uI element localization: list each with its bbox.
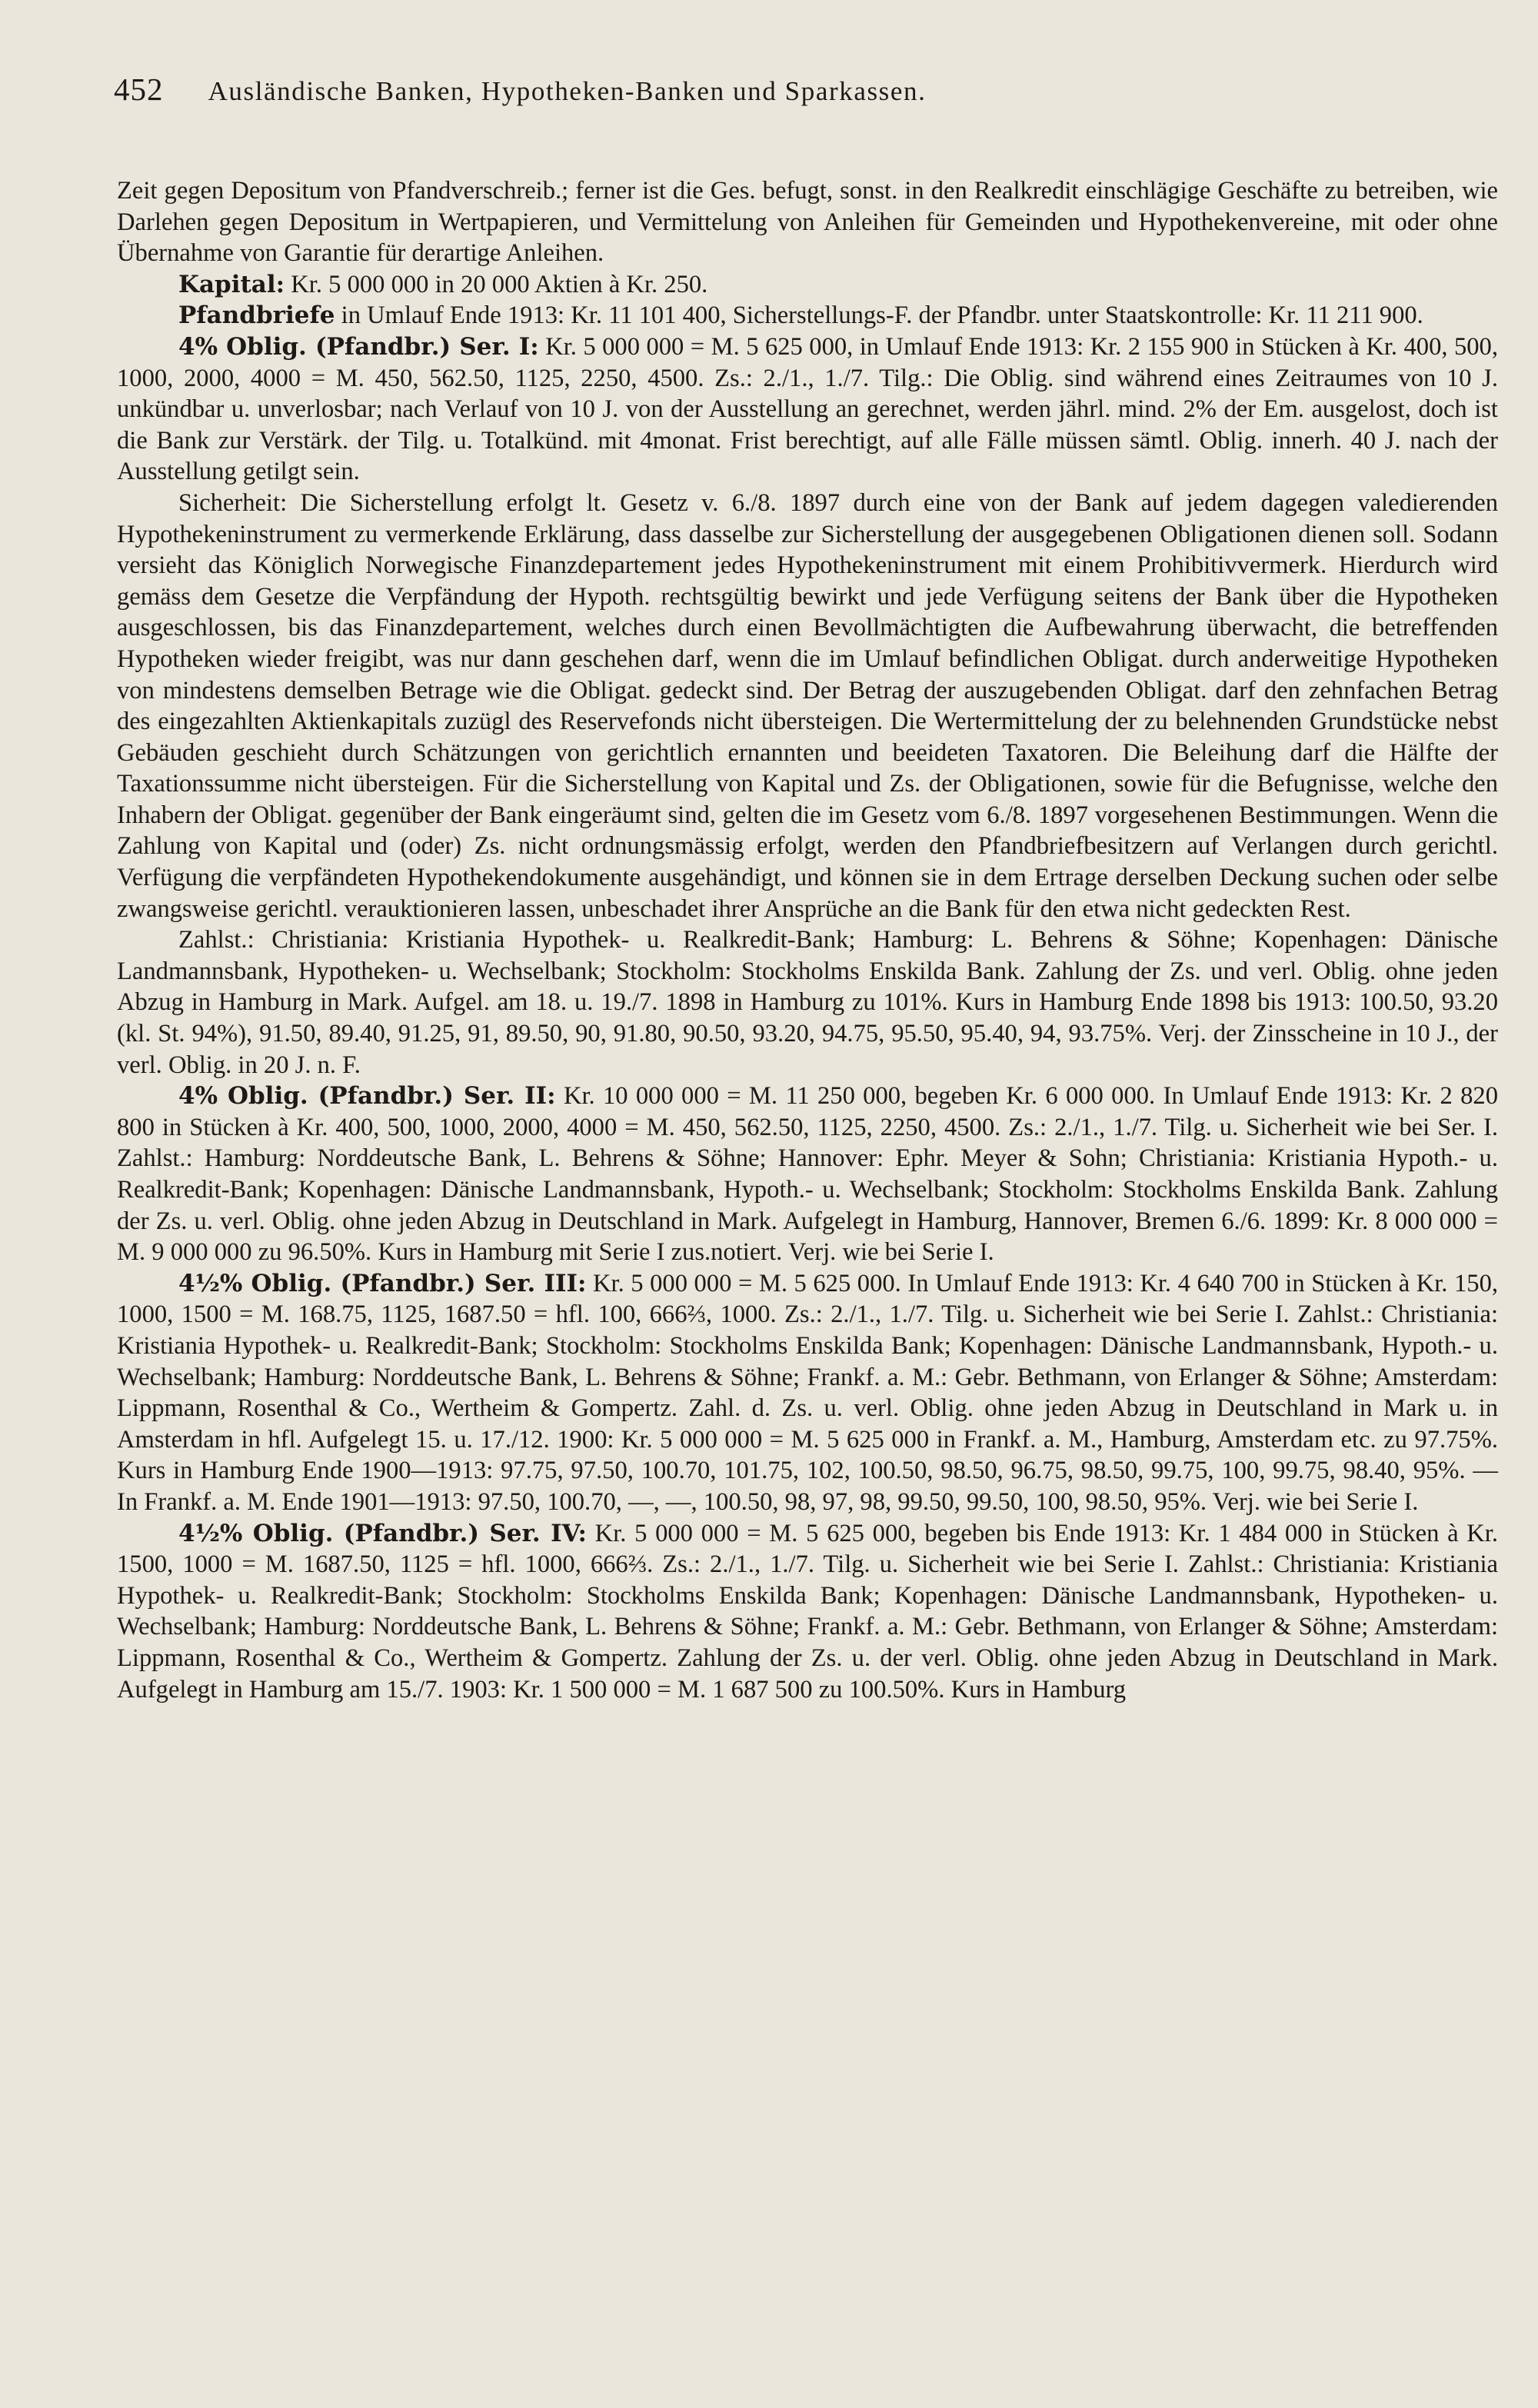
paragraph-text: Kr. 5 000 000 = M. 5 625 000, in Umlauf Ende 1913: Kr. 2 155 900 in Stücken à Kr. 400, 500, 1000, 2000, 4000 = M. 450, 562.50, 1125, 2250, 4500. Zs.: 2./1., 1./7. Tilg.: Die Oblig. sind während eines Zeitraumes von 10 J. unkündbar u. unverlosbar; nach Verlauf von 10 J. von der Ausstellung an gerechnet, werden jährl. mind. 2% der Em. ausgelost, doch ist die Bank zur Verstärk. der Tilg. u. Totalkünd. mit 4monat. Frist berechtigt, auf alle Fälle müssen sämtl. Oblig. innerh. 40 J. nach der Ausstellung getilgt sein. [117,332,1498,486]
paragraph-label: 4½% Oblig. (Pfandbr.) Ser. III: [178,1269,587,1297]
paragraph-text: Kr. 10 000 000 = M. 11 250 000, begeben Kr. 6 000 000. In Umlauf Ende 1913: Kr. 2 820 800 in Stücken à Kr. 400, 500, 1000, 2000, 4000 = M. 450, 562.50, 1125, 2250, 4500. Zs.: 2./1., 1./7. Tilg. u. Sicherheit wie bei Ser. I. Zahlst.: Hamburg: Norddeutsche Bank, L. Behrens & Söhne; Hannover: Ephr. Meyer & Sohn; Christiania: Kristiania Hypoth.- u. Realkredit-Bank; Kopenhagen: Dänische Landmannsbank, Hypoth.- u. Wechselbank; Stockholm: Stockholms Enskilda Bank. Zahlung der Zs. u. verl. Oblig. ohne jeden Abzug in Deutschland in Mark. Aufgelegt in Hamburg, Hannover, Bremen 6./6. 1899: Kr. 8 000 000 = M. 9 000 000 zu 96.50%. Kurs in Hamburg mit Serie I zus.notiert. Verj. wie bei Serie I. [117,1082,1499,1267]
paragraph-label: 4½% Oblig. (Pfandbr.) Ser. IV: [178,1519,587,1547]
paragraph-text: in Umlauf Ende 1913: Kr. 11 101 400, Sicherstellungs-F. der Pfandbr. unter Staatskontrolle: Kr. 11 211 900. [341,301,1423,330]
paragraph-serie-3 [117,1268,1498,1518]
paragraph-label: Kapital: [178,270,285,298]
paragraph-label: Pfandbriefe [178,301,335,330]
paragraph-sicherheit [117,488,1498,924]
paragraph-text: Zahlst.: Christiania: Kristiania Hypothek- u. Realkredit-Bank; Hamburg: L. Behrens & Söhne; Kopenhagen: Dänische Landmannsbank, Hypotheken- u. Wechselbank; Stockholm: Stockholms Enskilda Bank. Zahlung der Zs. und verl. Oblig. ohne jeden Abzug in Hamburg in Mark. Aufgel. am 18. u. 19./7. 1898 in Hamburg zu 101%. Kurs in Hamburg Ende 1898 bis 1913: 100.50, 93.20 (kl. St. 94%), 91.50, 89.40, 91.25, 91, 89.50, 90, 91.80, 90.50, 93.20, 94.75, 95.50, 95.40, 94, 93.75%. Verj. der Zinsscheine in 10 J., der verl. Oblig. in 20 J. n. F. [117,926,1498,1079]
paragraph-kapital [117,269,1498,301]
paragraph-text: Kr. 5 000 000 = M. 5 625 000. In Umlauf Ende 1913: Kr. 4 640 700 in Stücken à Kr. 150, 1000, 1500 = M. 168.75, 1125, 1687.50 = hfl. 100, 666⅔, 1000. Zs.: 2./1., 1./7. Tilg. u. Sicherheit wie bei Serie I. Zahlst.: Christiania: Kristiania Hypothek- u. Realkredit-Bank; Stockholm: Stockholms Enskilda Bank; Kopenhagen: Dänische Landmannsbank, Hypoth.- u. Wechselbank; Hamburg: Norddeutsche Bank, L. Behrens & Söhne; Frankf. a. M.: Gebr. Bethmann, von Erlanger & Söhne; Amsterdam: Lippmann, Rosenthal & Co., Wertheim & Gompertz. Zahl. d. Zs. u. verl. Oblig. ohne jeden Abzug in Deutschland in Mark u. in Amsterdam in hfl. Aufgelegt 15. u. 17./12. 1900: Kr. 5 000 000 = M. 5 625 000 in Frankf. a. M., Hamburg, Amsterdam etc. zu 97.75%. Kurs in Hamburg Ende 1900—1913: 97.75, 97.50, 100.70, 101.75, 102, 100.50, 98.50, 96.75, 98.50, 99.75, 100, 99.75, 98.40, 95%. — In Frankf. a. M. Ende 1901—1913: 97.50, 100.70, —, —, 100.50, 98, 97, 98, 99.50, 99.50, 100, 98.50, 95%. Verj. wie bei Serie I. [117,1269,1498,1516]
running-title: Ausländische Banken, Hypotheken-Banken und Sparkassen. [208,76,927,106]
paragraph-text: Zeit gegen Depositum von Pfandverschreib.; ferner ist die Ges. befugt, sonst. in den Realkredit einschlägige Geschäfte zu betreiben, wie Darlehen gegen Depositum in Wertpapieren, und Vermittelung von Anleihen für Gemeinden und Hypothekenvereine, mit oder ohne Übernahme von Garantie für derartige Anleihen. [117,177,1498,268]
paragraph-intro [117,175,1498,269]
paragraph-zahlstellen [117,924,1498,1081]
paragraph-serie-4 [117,1518,1498,1706]
page-body [117,175,1498,1705]
page-header [114,71,1498,122]
paragraph-text: Kr. 5 000 000 = M. 5 625 000, begeben bis Ende 1913: Kr. 1 484 000 in Stücken à Kr. 1500, 1000 = M. 1687.50, 1125 = hfl. 1000, 666⅔. Zs.: 2./1., 1./7. Tilg. u. Sicherheit wie bei Serie I. Zahlst.: Christiania: Kristiania Hypothek- u. Realkredit-Bank; Stockholm: Stockholms Enskilda Bank; Kopenhagen: Dänische Landmannsbank, Hypotheken- u. Wechselbank; Hamburg: Norddeutsche Bank, L. Behrens & Söhne; Frankf. a. M.: Gebr. Bethmann, von Erlanger & Söhne; Amsterdam: Lippmann, Rosenthal & Co., Wertheim & Gompertz. Zahlung der Zs. u. der verl. Oblig. ohne jeden Abzug in Deutschland in Mark. Aufgelegt in Hamburg am 15./7. 1903: Kr. 1 500 000 = M. 1 687 500 zu 100.50%. Kurs in Hamburg [117,1519,1498,1704]
paragraph-label: 4% Oblig. (Pfandbr.) Ser. II: [178,1082,556,1111]
paragraph-pfandbriefe [117,300,1498,331]
paragraph-text: Kr. 5 000 000 in 20 000 Aktien à Kr. 250. [291,270,708,298]
paragraph-text: Sicherheit: Die Sicherstellung erfolgt lt. Gesetz v. 6./8. 1897 durch eine von der Bank auf jedem dagegen valedierenden Hypothekeninstrument zu vermerkende Erklärung, dass dasselbe zur Sicherstellung der ausgegebenen Obligationen dienen soll. Sodann versieht das Königlich Norwegische Finanzdepartement jedes Hypothekeninstrument mit einem Prohibitivvermerk. Hierdurch wird gemäss dem Gesetze die Verpfändung der Hypoth. rechtsgültig bewirkt und jede Verfügung seitens der Bank über die Hypotheken ausgeschlossen, bis das Finanzdepartement, welches durch einen Bevollmächtigten die Aufbewahrung überwacht, die betreffenden Hypotheken wieder freigibt, was nur dann geschehen darf, wenn die im Umlauf befindlichen Obligat. durch anderweitige Hypotheken von mindestens demselben Betrage wie die Obligat. gedeckt sind. Der Betrag der auszugebenden Obligat. darf den zehnfachen Betrag des eingezahlten Aktienkapitals zuzügl des Reservefonds nicht übersteigen. Die Wertermittelung der zu belehnenden Grundstücke nebst Gebäuden geschieht durch Schätzungen von gerichtlich ernannten und beeideten Taxatoren. Die Beleihung darf die Hälfte der Taxationssumme nicht übersteigen. Für die Sicherstellung von Kapital und Zs. der Obligationen, sowie für die Befugnisse, welche den Inhabern der Obligat. gegenüber der Bank eingeräumt sind, gelten die im Gesetz vom 6./8. 1897 vorgesehenen Bestimmungen. Wenn die Zahlung von Kapital und (oder) Zs. nicht ordnungsmässig erfolgt, werden den Pfandbriefbesitzern auf Verlangen durch gerichtl. Verfügung die verpfändeten Hypothekendokumente ausgehändigt, und können sie in dem Ertrage derselben Deckung suchen oder selbe zwangsweise gerichtl. verauktionieren lassen, unbeschadet ihrer Ansprüche an die Bank für den etwa nicht gedeckten Rest. [117,488,1498,923]
paragraph-serie-1 [117,331,1498,488]
page-number: 452 [114,72,164,107]
paragraph-serie-2 [117,1081,1498,1268]
paragraph-label: 4% Oblig. (Pfandbr.) Ser. I: [178,332,539,361]
